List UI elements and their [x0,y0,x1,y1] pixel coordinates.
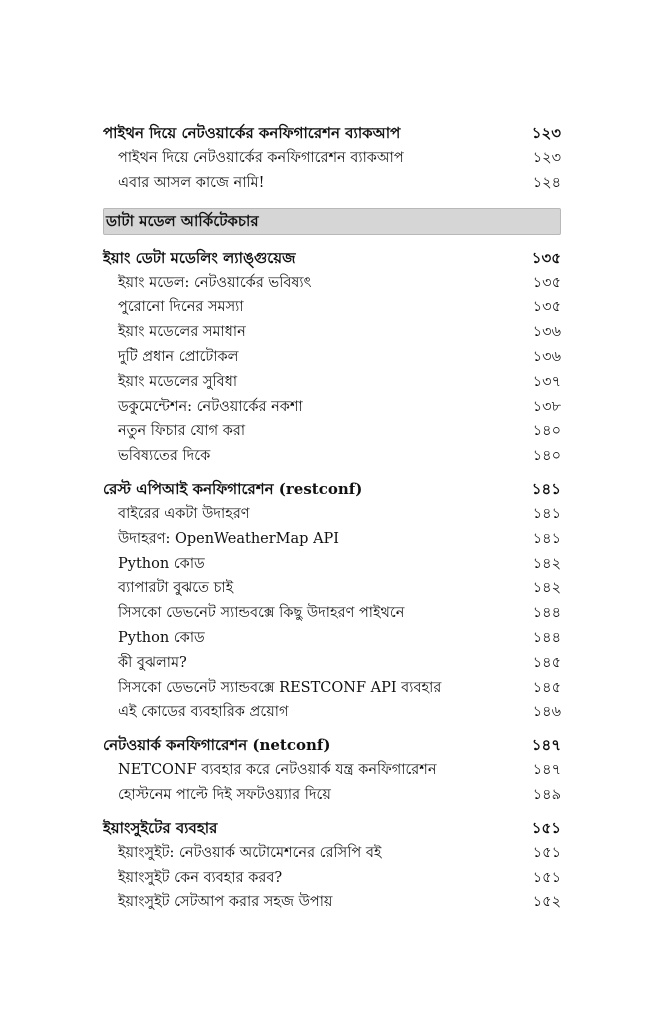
entry-page-number: ১৪৫ [532,654,561,671]
toc-entry[interactable] [103,626,561,651]
chapter-entry[interactable] [103,476,561,502]
entry-page-number: ১৪০ [532,448,561,465]
chapter-entry[interactable] [103,815,561,841]
entry-page-number: ১৩৭ [532,373,561,390]
entry-page-number: ১৪৫ [532,679,561,696]
entry-page-number: ১২৪ [532,174,561,191]
table-of-contents [103,120,561,922]
chapter-entry[interactable] [103,732,561,758]
entry-title: Python কোড [118,629,205,646]
entry-page-number: ১৪২ [532,580,561,597]
entry-title: এবার আসল কাজে নামি! [118,174,265,191]
toc-entry[interactable] [103,527,561,552]
entry-page-number: ১৪৬ [532,704,561,721]
entry-title: সিসকো ডেভনেট স্যান্ডবক্সে RESTCONF API ব্যবহার [118,679,442,696]
toc-group [103,245,561,469]
entry-page-number: ১৪০ [532,423,561,440]
chapter-title: রেস্ট এপিআই কনফিগারেশন (restconf) [103,479,363,498]
chapter-page-number: ১৫১ [531,818,561,837]
section-title: ডাটা মডেল আর্কিটেকচার [106,211,259,230]
entry-title: সিসকো ডেভনেট স্যান্ডবক্সে কিছু উদাহরণ পাইথনে [118,605,405,622]
chapter-page-number: ১৪৭ [531,736,561,755]
entry-title: ইয়াং মডেলের সুবিধা [118,373,238,390]
toc-entry[interactable] [103,552,561,577]
entry-page-number: ১৫১ [532,844,561,861]
entry-page-number: ১৩৬ [532,348,561,365]
toc-entry[interactable] [103,890,561,915]
chapter-title: ইয়াং ডেটা মডেলিং ল্যাঙ্গুয়েজ [103,248,296,267]
entry-title: দুটি প্রধান প্রোটোকল [118,348,239,365]
entry-title: ডকুমেন্টেশন: নেটওয়ার্কের নকশা [118,398,303,415]
toc-group [103,732,561,808]
entry-page-number: ১৫১ [532,869,561,886]
section-heading-bar [103,208,561,235]
entry-title: ভবিষ্যতের দিকে [118,448,211,465]
entry-page-number: ১৪১ [532,505,561,522]
entry-title: ইয়াংসুইট সেটআপ করার সহজ উপায় [118,894,333,911]
toc-entry[interactable] [103,146,561,171]
entry-page-number: ১২৩ [532,150,561,166]
chapter-page-number: ১২৩ [531,124,561,142]
entry-page-number: ১৪৪ [532,629,561,646]
toc-entry[interactable] [103,601,561,626]
toc-group [103,815,561,915]
entry-title: NETCONF ব্যবহার করে নেটওয়ার্ক যন্ত্র কনফিগারেশন [118,762,437,779]
entry-page-number: ১৫২ [532,894,561,911]
entry-title: ইয়াংসুইট: নেটওয়ার্ক অটোমেশনের রেসিপি বই [118,844,382,861]
entry-page-number: ১৪৭ [532,762,561,779]
toc-group [103,476,561,725]
entry-title: ব্যাপারটা বুঝতে চাই [118,580,234,597]
toc-entry[interactable] [103,395,561,420]
toc-entry[interactable] [103,370,561,395]
entry-title: পুরোনো দিনের সমস্যা [118,299,244,316]
toc-entry[interactable] [103,502,561,527]
chapter-entry[interactable] [103,120,561,146]
entry-title: ইয়াং মডেলের সমাধান [118,324,246,341]
toc-entry[interactable] [103,295,561,320]
toc-entry[interactable] [103,700,561,725]
chapter-page-number: ১৩৫ [531,248,561,267]
toc-entry[interactable] [103,419,561,444]
toc-entry[interactable] [103,576,561,601]
toc-entry[interactable] [103,345,561,370]
chapter-page-number: ১৪১ [531,479,561,498]
entry-title: ইয়াংসুইট কেন ব্যবহার করব? [118,869,283,886]
entry-page-number: ১৪২ [532,555,561,572]
chapter-title: ইয়াংসুইটের ব্যবহার [103,818,218,837]
chapter-title: পাইথন দিয়ে নেটওয়ার্কের কনফিগারেশন ব্যাকআপ [103,124,401,142]
entry-page-number: ১৩৫ [532,274,561,291]
entry-page-number: ১৩৬ [532,324,561,341]
entry-title: Python কোড [118,555,205,572]
entry-title: হোস্টনেম পাল্টে দিই সফটওয়্যার দিয়ে [118,786,331,803]
toc-entry[interactable] [103,866,561,891]
entry-title: নতুন ফিচার যোগ করা [118,423,246,440]
chapter-entry[interactable] [103,245,561,271]
toc-entry[interactable] [103,758,561,783]
toc-entry[interactable] [103,320,561,345]
toc-entry[interactable] [103,271,561,296]
toc-entry[interactable] [103,783,561,808]
entry-page-number: ১৪৯ [532,786,561,803]
entry-page-number: ১৪১ [532,530,561,547]
toc-entry[interactable] [103,171,561,196]
entry-page-number: ১৩৫ [532,299,561,316]
entry-title: বাইরের একটা উদাহরণ [118,505,250,522]
chapter-title: নেটওয়ার্ক কনফিগারেশন (netconf) [103,736,331,755]
entry-title: কী বুঝলাম? [118,654,187,671]
toc-entry[interactable] [103,651,561,676]
toc-entry[interactable] [103,841,561,866]
toc-entry[interactable] [103,676,561,701]
toc-entry[interactable] [103,444,561,469]
entry-title: পাইথন দিয়ে নেটওয়ার্কের কনফিগারেশন ব্যাকআপ [118,150,404,166]
entry-page-number: ১৩৮ [532,398,561,415]
entry-title: ইয়াং মডেল: নেটওয়ার্কের ভবিষ্যৎ [118,274,312,291]
entry-title: উদাহরণ: OpenWeatherMap API [118,530,340,547]
toc-group [103,120,561,196]
entry-page-number: ১৪৪ [532,605,561,622]
entry-title: এই কোডের ব্যবহারিক প্রয়োগ [118,704,289,721]
